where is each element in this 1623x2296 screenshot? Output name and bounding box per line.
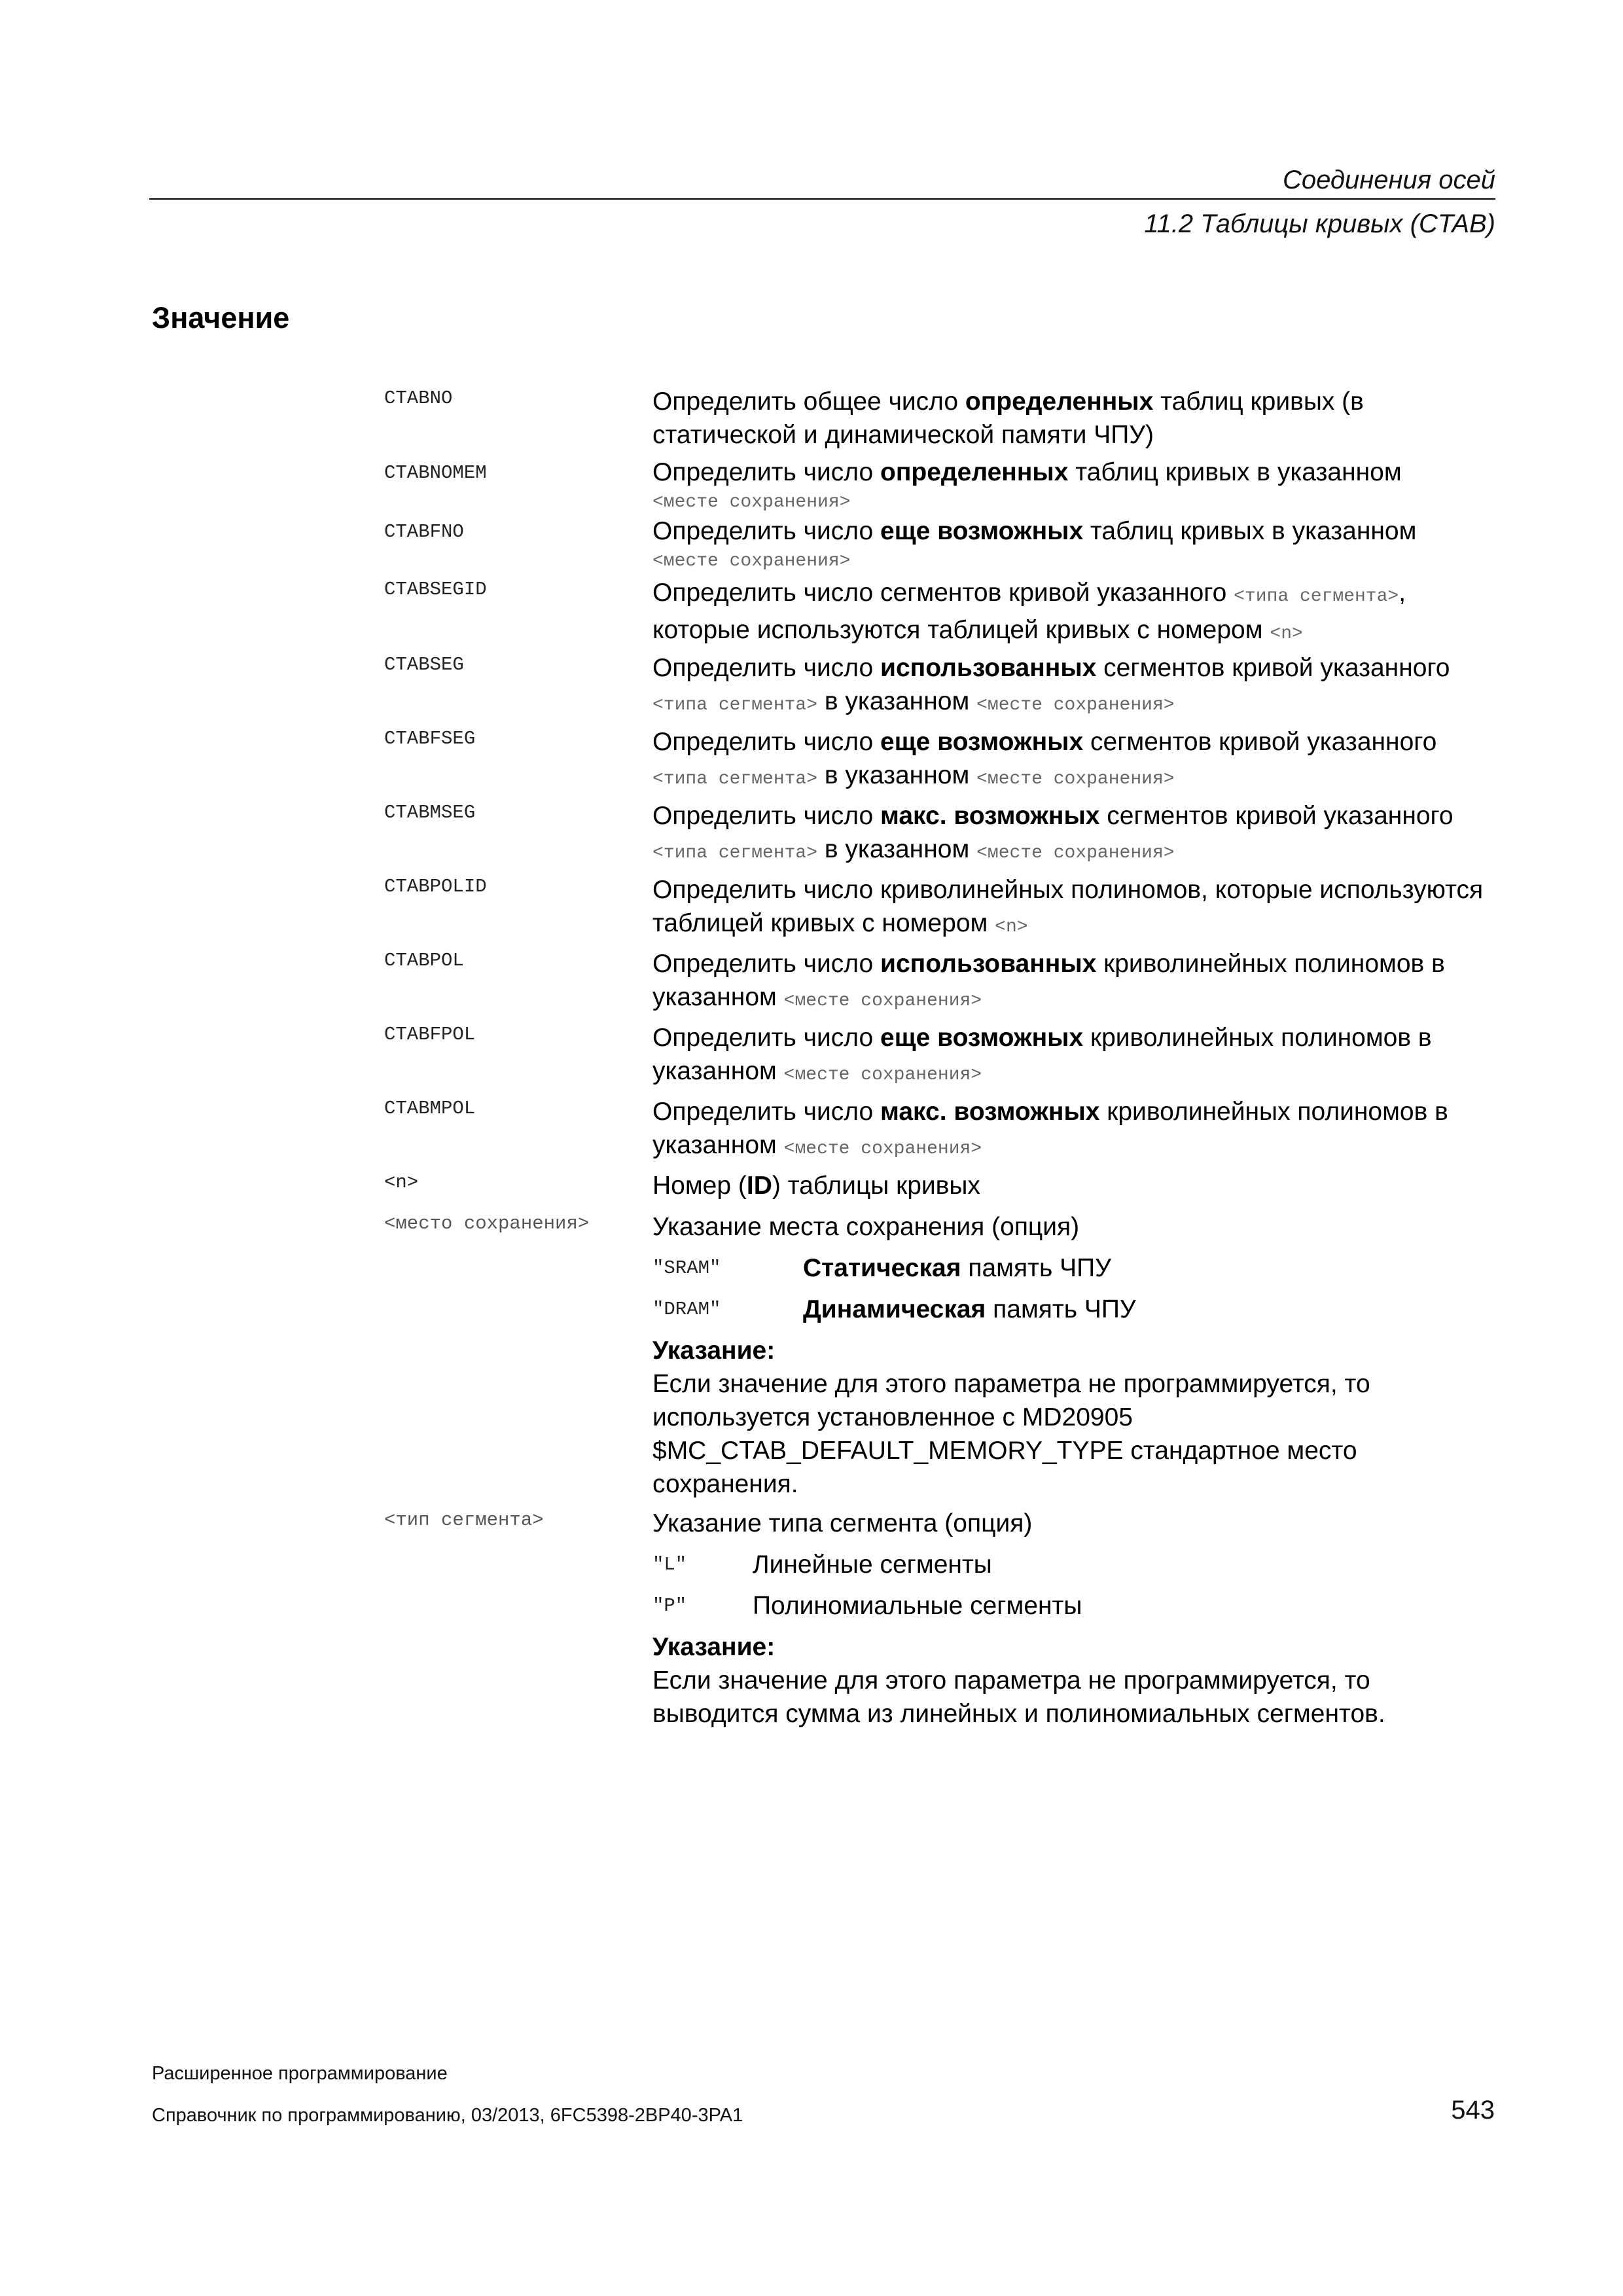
note-text: Если значение для этого параметра не программируется, то выводится сумма из линейных и полиномиальных сегментов. [652,1666,1385,1728]
param-description: Определить число макс. возможных криволинейных полиномов в указанном <месте сохранения> [652,1098,1448,1159]
option-polynomial [0,1589,1623,1623]
param-description: Определить число криволинейных полиномов, которые используются таблицей кривых с номером <n> [652,876,1484,937]
param-description: Определить число определенных таблиц кривых в указанном <месте сохранения> [652,458,1402,512]
param-description: Указание типа сегмента (опция) [652,1509,1033,1537]
option-key: "DRAM" [652,1299,721,1320]
param-name: CTABFNO [384,521,464,543]
param-description: Определить общее число определенных таблиц кривых (в статической и динамической памяти ЧПУ) [652,387,1364,449]
option-key: "SRAM" [652,1257,721,1279]
option-value: Статическая память ЧПУ [803,1254,1111,1282]
note-segment-type [652,1630,1500,1731]
param-description: Определить число макс. возможных сегментов кривой указанного <типа сегмента> в указанном <месте сохранения> [652,802,1454,863]
option-dram [0,1293,1623,1326]
param-name: <место сохранения> [384,1213,590,1234]
note-title: Указание: [652,1633,776,1661]
param-name: CTABFSEG [384,728,476,749]
footer-title: Расширенное программирование [152,2063,448,2084]
param-description: Определить число еще возможных таблиц кривых в указанном <месте сохранения> [652,517,1417,571]
option-value: Динамическая память ЧПУ [803,1295,1136,1323]
param-name: CTABNOMEM [384,462,487,484]
option-key: "L" [652,1554,687,1575]
option-key: "P" [652,1595,687,1617]
page-number: 543 [1451,2096,1495,2125]
header-rule [149,198,1495,200]
param-description: Определить число использованных криволинейных полиномов в указанном <месте сохранения> [652,950,1445,1011]
param-name: CTABPOLID [384,876,487,897]
option-linear [0,1548,1623,1581]
note-text: Если значение для этого параметра не программируется, то используется установленное с MD20905 $MC_CTAB_DEFAULT_MEMORY_TYPE стандартное место сохранения. [652,1370,1370,1498]
param-name: CTABSEG [384,654,464,675]
option-value: Линейные сегменты [753,1551,992,1579]
param-description: Определить число использованных сегментов кривой указанного <типа сегмента> в указанном <месте сохранения> [652,654,1450,715]
note-title: Указание: [652,1336,776,1365]
param-name: CTABPOL [384,950,464,971]
running-header-chapter: Соединения осей [1282,166,1495,194]
param-description: Номер (ID) таблицы кривых [652,1172,980,1200]
option-sram [0,1251,1623,1285]
running-header-section: 11.2 Таблицы кривых (CTAB) [1144,209,1495,238]
param-name: <n> [384,1172,419,1193]
param-name: CTABNO [384,387,453,409]
option-value: Полиномиальные сегменты [753,1592,1082,1620]
section-title: Значение [152,301,290,334]
param-name: CTABMPOL [384,1098,476,1119]
param-name: CTABSEGID [384,579,487,600]
param-description: Определить число еще возможных криволинейных полиномов в указанном <месте сохранения> [652,1024,1432,1085]
param-name: CTABMSEG [384,802,476,823]
param-name: CTABFPOL [384,1024,476,1045]
param-description: Указание места сохранения (опция) [652,1213,1080,1241]
footer-reference: Справочник по программированию, 03/2013, 6FC5398-2BP40-3PA1 [152,2105,743,2126]
param-name: <тип сегмента> [384,1509,544,1531]
param-description: Определить число еще возможных сегментов кривой указанного <типа сегмента> в указанном <месте сохранения> [652,728,1437,789]
note-storage [652,1334,1500,1501]
param-description: Определить число сегментов кривой указанного <типа сегмента>, которые используются таблицей кривых с номером <n> [652,579,1406,644]
